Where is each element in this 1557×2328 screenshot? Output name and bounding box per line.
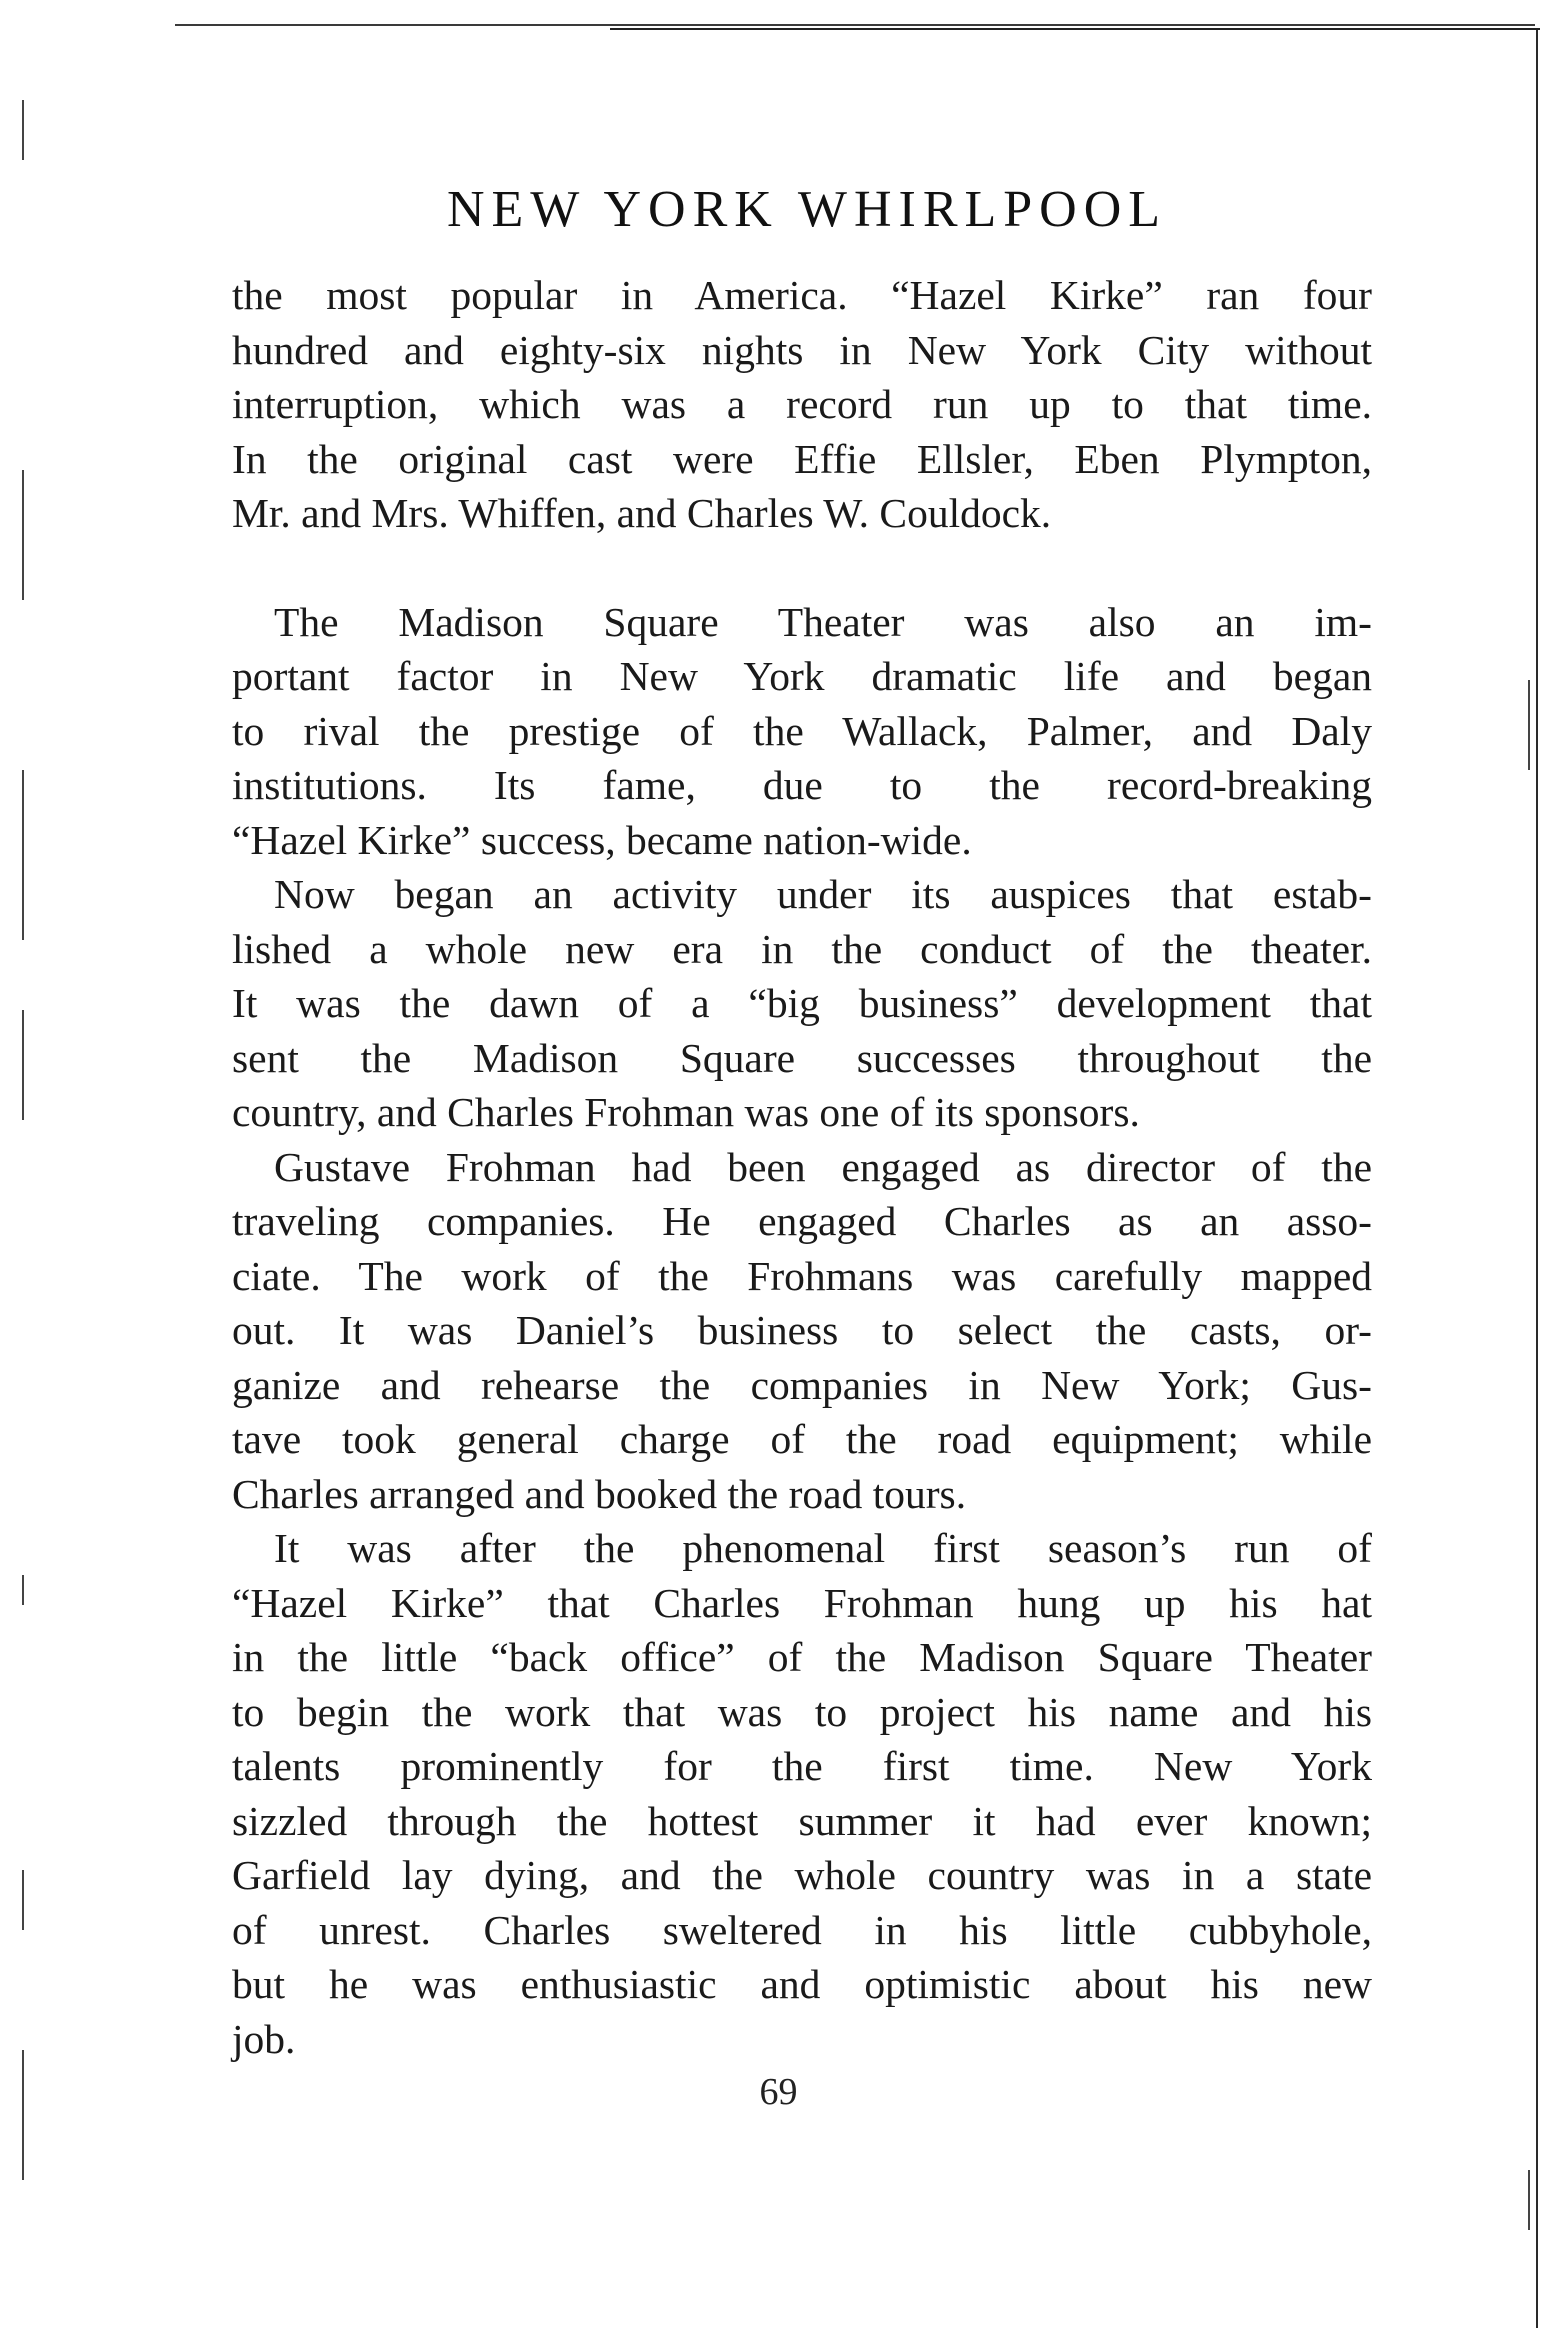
text-line: It was after the phenomenal first season’s run of — [274, 1525, 1372, 1571]
text-line: “Hazel Kirke” success, became nation-wide. — [232, 816, 972, 863]
text-line: interruption, which was a record run up to that time. — [232, 381, 1372, 427]
page-edge-right — [1536, 30, 1538, 2328]
margin-mark — [22, 1010, 24, 1120]
text-line: The Madison Square Theater was also an im- — [274, 598, 1372, 645]
text-line: ciate. The work of the Frohmans was carefully mapped — [232, 1252, 1372, 1299]
text-line: traveling companies. He engaged Charles as an asso- — [232, 1198, 1372, 1244]
margin-mark — [22, 770, 24, 940]
text-line: ganize and rehearse the companies in New York; Gus- — [232, 1361, 1372, 1408]
page-edge-top — [175, 24, 1535, 26]
paragraph — [232, 268, 1372, 541]
text-line: but he was enthusiastic and optimistic about his new — [232, 1961, 1372, 2007]
paragraph — [232, 1140, 1372, 1522]
text-line: country, and Charles Frohman was one of its sponsors. — [232, 1089, 1140, 1135]
page-edge-top-inner — [610, 28, 1540, 30]
paragraph — [232, 867, 1372, 1140]
text-line: In the original cast were Effie Ellsler, Eben Plympton, — [232, 435, 1372, 482]
text-line: Mr. and Mrs. Whiffen, and Charles W. Couldock. — [232, 490, 1052, 536]
text-line: to rival the prestige of the Wallack, Palmer, and Daly — [232, 707, 1372, 754]
margin-mark — [22, 470, 24, 600]
text-line: institutions. Its fame, due to the record-breaking — [232, 762, 1372, 808]
text-line: It was the dawn of a “big business” development that — [232, 980, 1372, 1026]
running-head: NEW YORK WHIRLPOOL — [446, 181, 1168, 238]
text-line: talents prominently for the first time. New York — [232, 1743, 1372, 1789]
text-line: to begin the work that was to project his name and his — [232, 1688, 1372, 1735]
margin-mark — [22, 1575, 24, 1605]
paragraph — [232, 595, 1372, 868]
section-break — [232, 541, 1372, 595]
text-line: in the little “back office” of the Madison Square Theater — [232, 1634, 1372, 1680]
text-line: tave took general charge of the road equipment; while — [232, 1416, 1372, 1462]
body-text — [232, 268, 1372, 2066]
text-line: sent the Madison Square successes throughout the — [232, 1034, 1372, 1081]
text-line: “Hazel Kirke” that Charles Frohman hung up his hat — [232, 1579, 1372, 1626]
text-line: sizzled through the hottest summer it had ever known; — [232, 1797, 1372, 1844]
margin-mark — [1528, 680, 1530, 770]
paragraph — [232, 1521, 1372, 2066]
text-line: Gustave Frohman had been engaged as director of the — [274, 1143, 1372, 1190]
text-line: Now began an activity under its auspices that estab- — [274, 871, 1372, 917]
text-line: lished a whole new era in the conduct of the theater. — [232, 925, 1372, 972]
text-line: the most popular in America. “Hazel Kirke” ran four — [232, 272, 1372, 318]
text-line: of unrest. Charles sweltered in his little cubbyhole, — [232, 1906, 1372, 1953]
text-line: Charles arranged and booked the road tours. — [232, 1470, 967, 1517]
text-line: hundred and eighty-six nights in New York City without — [232, 326, 1372, 373]
margin-mark — [22, 1870, 24, 1930]
margin-mark — [22, 100, 24, 160]
text-line: portant factor in New York dramatic life and began — [232, 653, 1372, 699]
text-line: job. — [232, 2015, 296, 2062]
text-line: out. It was Daniel’s business to select the casts, or- — [232, 1307, 1372, 1353]
page-number: 69 — [759, 2071, 798, 2113]
text-line: Garfield lay dying, and the whole country was in a state — [232, 1852, 1372, 1898]
margin-mark — [1528, 2170, 1530, 2230]
